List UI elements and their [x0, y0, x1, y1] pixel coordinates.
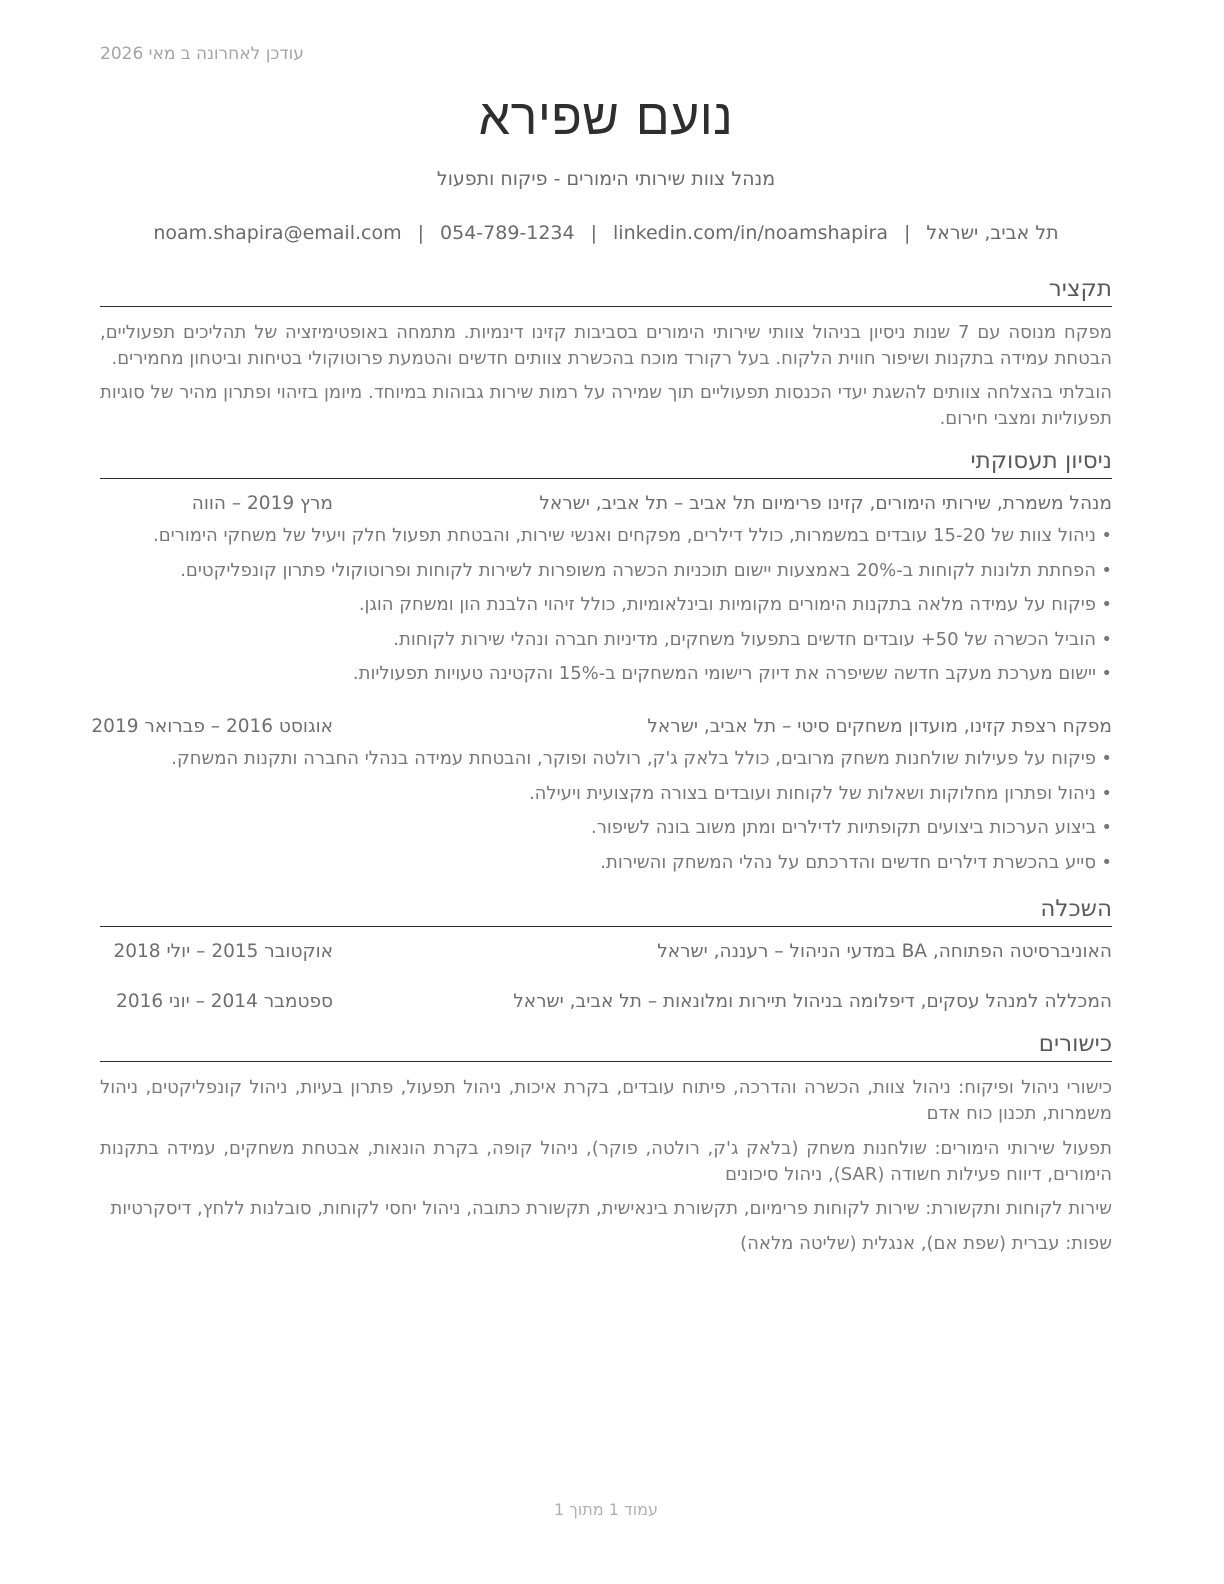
contact-linkedin[interactable]: linkedin.com/in/noamshapira — [613, 222, 888, 244]
bullet-text: פיקוח על פעילות שולחנות משחק מרובים, כולל בלאק ג'ק, רולטה ופוקר, והבטחת עמידה בנהלי החברה ותקנות המשחק. — [171, 748, 1096, 769]
section-title-education: השכלה — [100, 894, 1112, 927]
experience-role: מפקח רצפת קזינו, מועדון משחקים סיטי – תל אביב, ישראל — [647, 716, 1112, 737]
experience-role: מנהל משמרת, שירותי הימורים, קזינו פרימיום תל אביב – תל אביב, ישראל — [539, 493, 1112, 514]
list-item — [100, 813, 1112, 848]
skills-line: שירות לקוחות ותקשורת: שירות לקוחות פרימיום, תקשורת בינאישית, תקשורת כתובה, ניהול יחסי לקוחות, סובלנות ללחץ, דיסקרטיות — [110, 1198, 1112, 1219]
job-title: מנהל צוות שירותי הימורים - פיקוח ותפעול — [436, 168, 776, 190]
bullet-dot: • — [1101, 628, 1112, 650]
section-title-summary: תקציר — [100, 274, 1112, 307]
education-entry — [100, 988, 1112, 1016]
section-title-experience: ניסיון תעסוקתי — [100, 446, 1112, 479]
experience-dates: מרץ 2019 – הווה — [191, 493, 333, 514]
experience-header — [91, 713, 1112, 741]
bullet-text: ניהול ופתרון מחלוקות ושאלות של לקוחות ועובדים בצורה מקצועית ויעילה. — [528, 782, 1096, 804]
bullet-dot: • — [1101, 782, 1112, 804]
list-item — [100, 744, 1112, 779]
education-text: האוניברסיטה הפתוחה, BA במדעי הניהול – רעננה, ישראל — [657, 941, 1112, 962]
bullet-dot: • — [1101, 559, 1112, 581]
bullet-dot: • — [1101, 748, 1112, 769]
bullet-dot: • — [1101, 817, 1112, 838]
bullet-dot: • — [1101, 851, 1112, 873]
section-title-skills: כישורים — [100, 1029, 1112, 1062]
last-updated: עודכן לאחרונה ב מאי 2026 — [100, 44, 304, 64]
contact-separator: | — [590, 222, 598, 244]
bullet-text: ביצוע הערכות ביצועים תקופתיות לדילרים ומתן משוב בונה לשיפור. — [591, 817, 1096, 838]
skills-line: כישורי ניהול ופיקוח: ניהול צוות, הכשרה והדרכה, פיתוח עובדים, בקרת איכות, ניהול תפעול, פתרון בעיות, ניהול קונפליקטים, ניהול משמרות, תכנון כוח אדם — [100, 1077, 1112, 1124]
experience-dates: אוגוסט 2016 – פברואר 2019 — [91, 716, 333, 737]
bullet-text: הוביל הכשרה של 50+ עובדים חדשים בתפעול משחקים, מדיניות חברה ונהלי שירות לקוחות. — [393, 628, 1096, 650]
summary-paragraph: הובלתי בהצלחה צוותים להשגת יעדי הכנסות תפעוליים תוך שמירה על רמות שירות גבוהות במיוחד. מיומן בזיהוי ופתרון מהיר של סוגיות תפעוליות ומצבי חירום. — [100, 382, 1112, 429]
summary-paragraph: מפקח מנוסה עם 7 שנות ניסיון בניהול צוותי שירותי הימורים בסביבות קזינו דינמיות. מתמחה באופטימיזציה של תהליכים תפעוליים, הבטחת עמידה בתקנות ושיפור חווית הלקוח. בעל רקורד מוכח בהכשרת צוותים חדשים והטמעת פרוטוקולי בטיחות וביטחון מחמירים. — [100, 322, 1112, 369]
experience-header — [100, 490, 1112, 518]
list-item — [100, 779, 1112, 814]
list-item — [100, 625, 1112, 660]
contact-separator: | — [903, 222, 911, 244]
candidate-name: נועם שפירא — [478, 88, 734, 146]
education-dates: ספטמבר 2014 – יוני 2016 — [116, 991, 333, 1012]
skills-line: שפות: עברית (שפת אם), אנגלית (שליטה מלאה) — [740, 1233, 1112, 1254]
education-text: המכללה למנהל עסקים, דיפלומה בניהול תיירות ומלונאות – תל אביב, ישראל — [513, 991, 1112, 1012]
list-item — [100, 556, 1112, 591]
skills-line: תפעול שירותי הימורים: שולחנות משחק (בלאק ג'ק, רולטה, פוקר), ניהול קופה, בקרת הונאות, אבטחת משחקים, עמידה בתקנות הימורים, דיווח פעילות חשודה (SAR), ניהול סיכונים — [100, 1138, 1112, 1185]
education-entry — [100, 938, 1112, 966]
contact-email[interactable]: noam.shapira@email.com — [153, 222, 402, 244]
list-item — [100, 659, 1112, 694]
bullet-dot: • — [1101, 525, 1112, 546]
experience-bullets — [100, 521, 1112, 694]
experience-bullets — [100, 744, 1112, 882]
bullet-text: סייע בהכשרת דילרים חדשים והדרכתם על נהלי המשחק והשירות. — [600, 851, 1096, 873]
education-dates: אוקטובר 2015 – יולי 2018 — [113, 941, 333, 962]
bullet-text: הפחתת תלונות לקוחות ב-20% באמצעות יישום תוכניות הכשרה משופרות לשירות לקוחות ופרוטוקולי פתרון קונפליקטים. — [180, 559, 1096, 581]
bullet-text: ניהול צוות של 15-20 עובדים במשמרות, כולל דילרים, מפקחים ואנשי שירות, והבטחת תפעול חלק ויעיל של משחקי הימורים. — [152, 525, 1096, 546]
contact-phone[interactable]: 054-789-1234 — [440, 222, 575, 244]
contact-location: תל אביב, ישראל — [926, 222, 1059, 244]
list-item — [100, 590, 1112, 625]
resume-page — [91, 0, 1112, 1584]
page-number: עמוד 1 מתוך 1 — [554, 1500, 658, 1519]
list-item — [100, 848, 1112, 883]
bullet-dot: • — [1101, 594, 1112, 615]
contact-line — [100, 222, 1112, 244]
bullet-dot: • — [1101, 663, 1112, 684]
list-item — [100, 521, 1112, 556]
bullet-text: יישום מערכת מעקב חדשה ששיפרה את דיוק רישומי המשחקים ב-15% והקטינה טעויות תפעוליות. — [352, 663, 1096, 684]
contact-separator: | — [417, 222, 425, 244]
bullet-text: פיקוח על עמידה מלאה בתקנות הימורים מקומיות ובינלאומיות, כולל זיהוי הלבנת הון ומשחק הוגן. — [358, 594, 1096, 615]
